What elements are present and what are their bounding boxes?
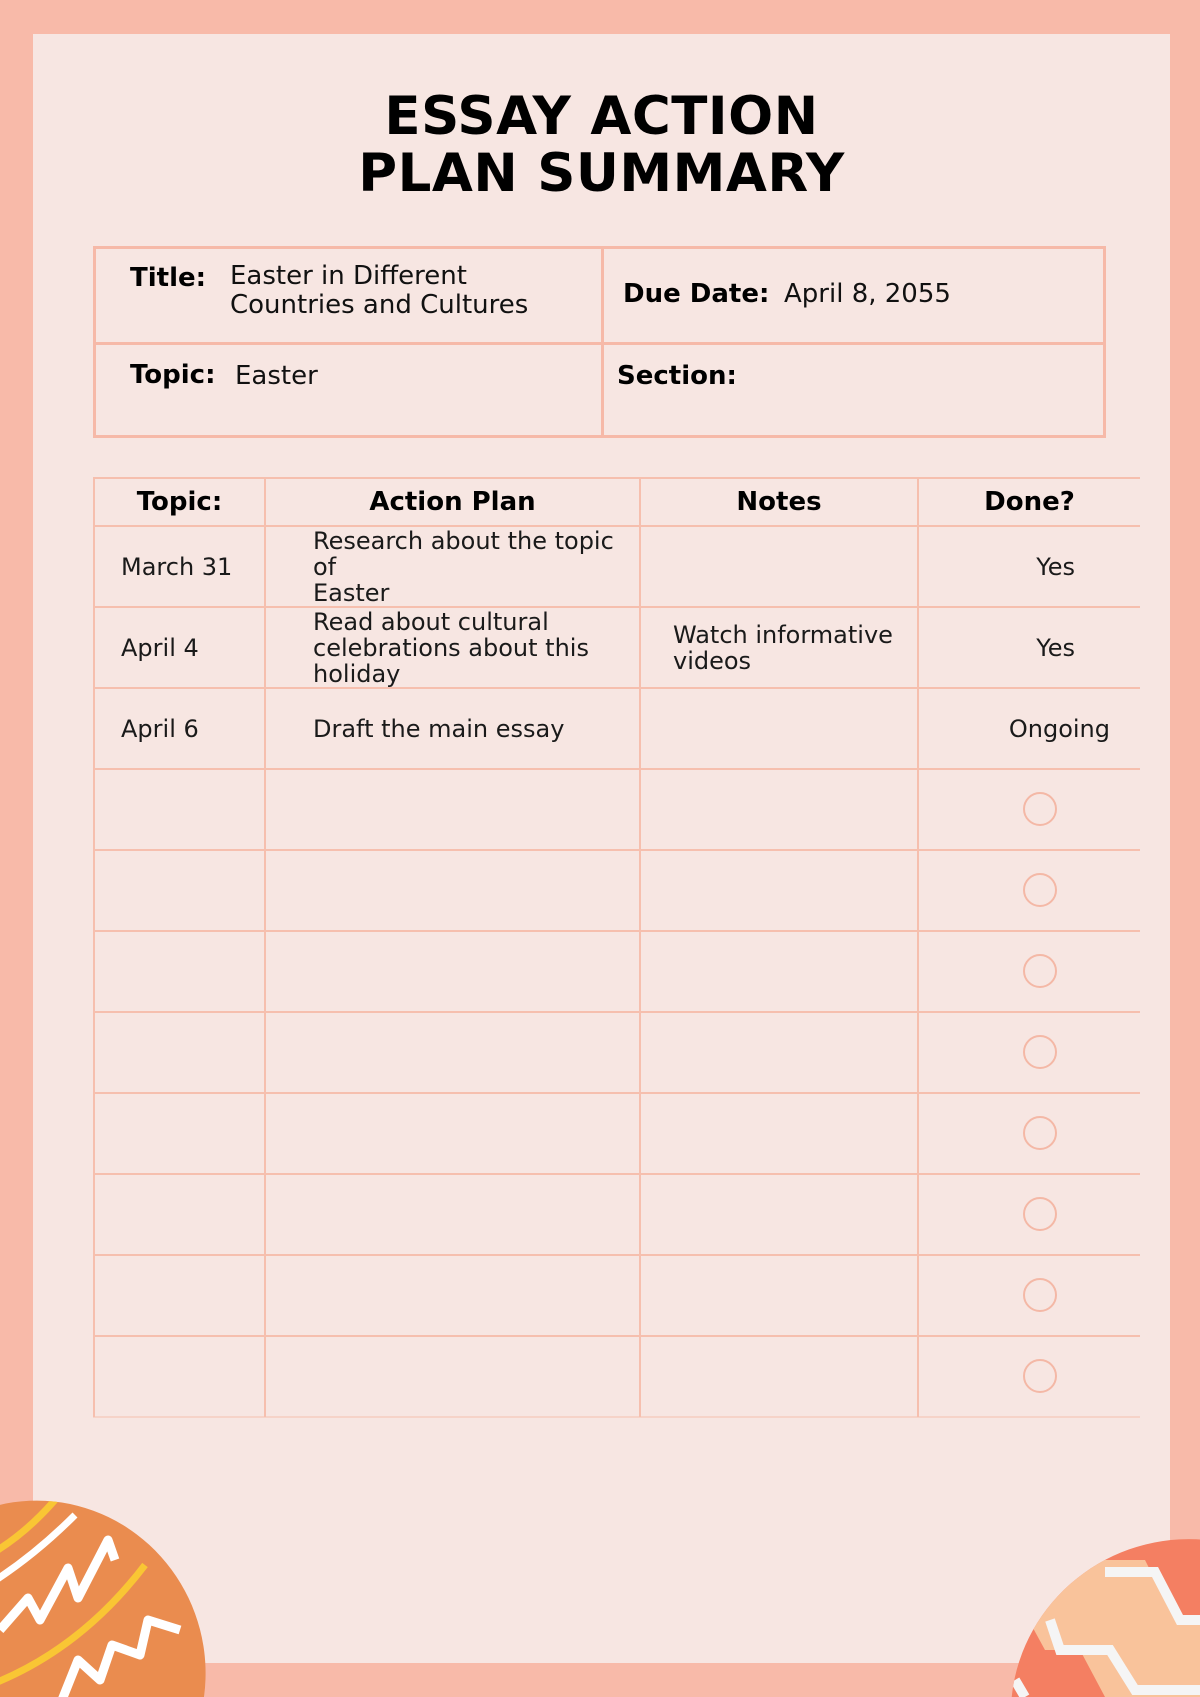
- page-title: [33, 88, 1170, 202]
- row-notes[interactable]: [673, 527, 913, 606]
- table-line: [93, 930, 1140, 932]
- table-line: [93, 1254, 1140, 1256]
- due-date-label: Due Date:: [623, 279, 770, 309]
- row-done[interactable]: Ongoing: [1008, 714, 1110, 743]
- easter-egg-right-icon: [995, 1520, 1200, 1697]
- title-value-line-2: Countries and Cultures: [230, 290, 529, 320]
- done-checkbox-circle[interactable]: [1023, 1116, 1057, 1150]
- section-value[interactable]: [756, 362, 1086, 392]
- row-notes[interactable]: [673, 689, 913, 768]
- table-column-line: [639, 477, 641, 1417]
- table-column-line: [264, 477, 266, 1417]
- done-checkbox-circle[interactable]: [1023, 1278, 1057, 1312]
- action-line: celebrations about this: [313, 633, 589, 662]
- table-line: [93, 768, 1140, 770]
- info-divider-horizontal: [96, 342, 1103, 345]
- notes-line: videos: [673, 646, 752, 675]
- table-line: [93, 1092, 1140, 1094]
- topic-label: Topic:: [130, 360, 216, 390]
- done-checkbox-circle[interactable]: [1023, 1359, 1057, 1393]
- row-action-plan[interactable]: [313, 608, 633, 687]
- table-line: [93, 1011, 1140, 1013]
- info-box: [93, 246, 1106, 438]
- done-checkbox-circle[interactable]: [1023, 1035, 1057, 1069]
- table-line: [93, 1173, 1140, 1175]
- header-topic: Topic:: [136, 487, 223, 517]
- due-date-value[interactable]: April 8, 2055: [784, 279, 951, 309]
- row-notes[interactable]: [673, 608, 913, 687]
- action-line: Read about cultural: [313, 607, 549, 636]
- row-done[interactable]: Yes: [1036, 633, 1075, 662]
- action-line: Research about the topic of: [313, 526, 614, 581]
- header-action-plan: Action Plan: [369, 487, 536, 517]
- action-line: Easter: [313, 578, 390, 607]
- easter-egg-left-icon: [0, 1480, 220, 1697]
- title-value[interactable]: [230, 262, 528, 320]
- topic-value[interactable]: Easter: [235, 361, 318, 391]
- header-done: Done?: [984, 487, 1075, 517]
- row-topic[interactable]: March 31: [121, 552, 233, 581]
- table-line: [93, 1416, 1140, 1418]
- done-checkbox-circle[interactable]: [1023, 1197, 1057, 1231]
- row-action-plan[interactable]: Draft the main essay: [313, 714, 565, 743]
- table-column-line: [93, 477, 95, 1417]
- table-line: [93, 1335, 1140, 1337]
- notes-line: Watch informative: [673, 620, 893, 649]
- table-line: [93, 849, 1140, 851]
- done-checkbox-circle[interactable]: [1023, 954, 1057, 988]
- action-line: holiday: [313, 659, 401, 688]
- done-checkbox-circle[interactable]: [1023, 873, 1057, 907]
- done-checkbox-circle[interactable]: [1023, 792, 1057, 826]
- row-action-plan[interactable]: [313, 527, 633, 606]
- row-topic[interactable]: April 4: [121, 633, 199, 662]
- section-label: Section:: [617, 361, 737, 391]
- row-topic[interactable]: April 6: [121, 714, 199, 743]
- title-value-line-1: Easter in Different: [230, 261, 467, 291]
- row-done[interactable]: Yes: [1036, 552, 1075, 581]
- title-line-1: ESSAY ACTION: [384, 86, 819, 147]
- document-panel: [33, 34, 1170, 1663]
- title-line-2: PLAN SUMMARY: [358, 143, 845, 204]
- title-label: Title:: [130, 263, 207, 293]
- header-notes: Notes: [736, 487, 822, 517]
